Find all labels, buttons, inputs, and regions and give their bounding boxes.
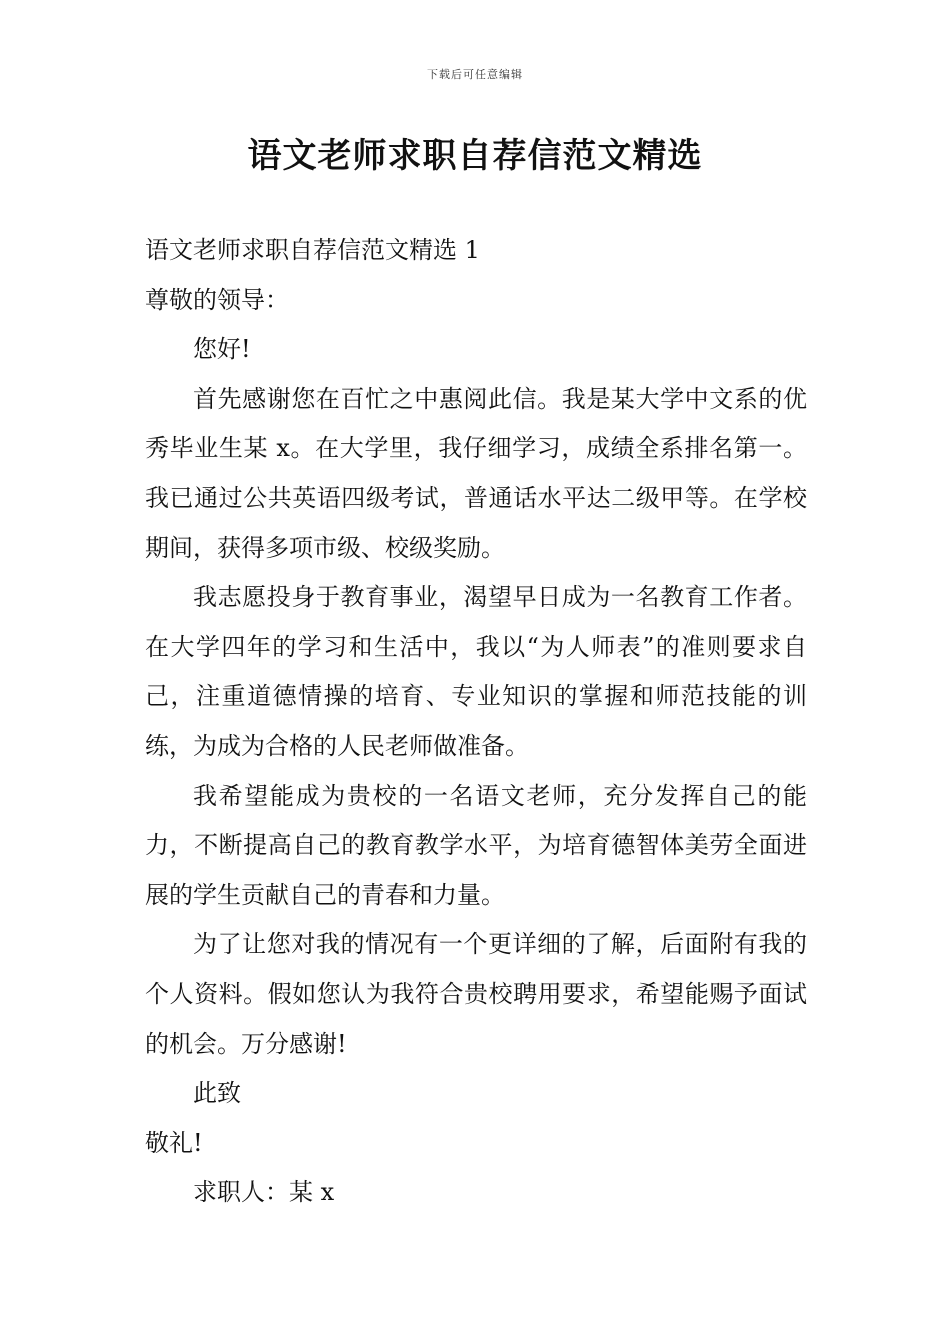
salutation: 尊敬的领导： bbox=[145, 285, 289, 314]
greeting: 您好! bbox=[193, 335, 251, 364]
paragraph-3: 我希望能成为贵校的一名语文老师，充分发挥自己的能力，不断提高自己的教育教学水平，为培育德智体美劳全面进展的学生贡献自己的青春和力量。 bbox=[145, 781, 807, 909]
section-heading: 语文老师求职自荐信范文精选 1 bbox=[145, 236, 480, 264]
document-title: 语文老师求职自荐信范文精选 bbox=[247, 136, 703, 176]
header-note: 下载后可任意编辑 bbox=[427, 68, 523, 81]
letter-body bbox=[145, 226, 807, 1218]
regards: 敬礼! bbox=[145, 1128, 203, 1157]
closing: 此致 bbox=[193, 1079, 241, 1108]
paragraph-4: 为了让您对我的情况有一个更详细的了解，后面附有我的个人资料。假如您认为我符合贵校聘用要求，希望能赐予面试的机会。万分感谢! bbox=[145, 930, 807, 1058]
signature: 求职人：某 x bbox=[193, 1178, 335, 1207]
paragraph-1: 首先感谢您在百忙之中惠阅此信。我是某大学中文系的优秀毕业生某 x。在大学里，我仔细学习，成绩全系排名第一。我已通过公共英语四级考试，普通话水平达二级甲等。在学校期间，获得多项市级、校级奖励。 bbox=[145, 384, 807, 562]
paragraph-2: 我志愿投身于教育事业，渴望早日成为一名教育工作者。在大学四年的学习和生活中，我以“为人师表”的准则要求自己，注重道德情操的培育、专业知识的掌握和师范技能的训练，为成为合格的人民老师做准备。 bbox=[145, 583, 807, 760]
